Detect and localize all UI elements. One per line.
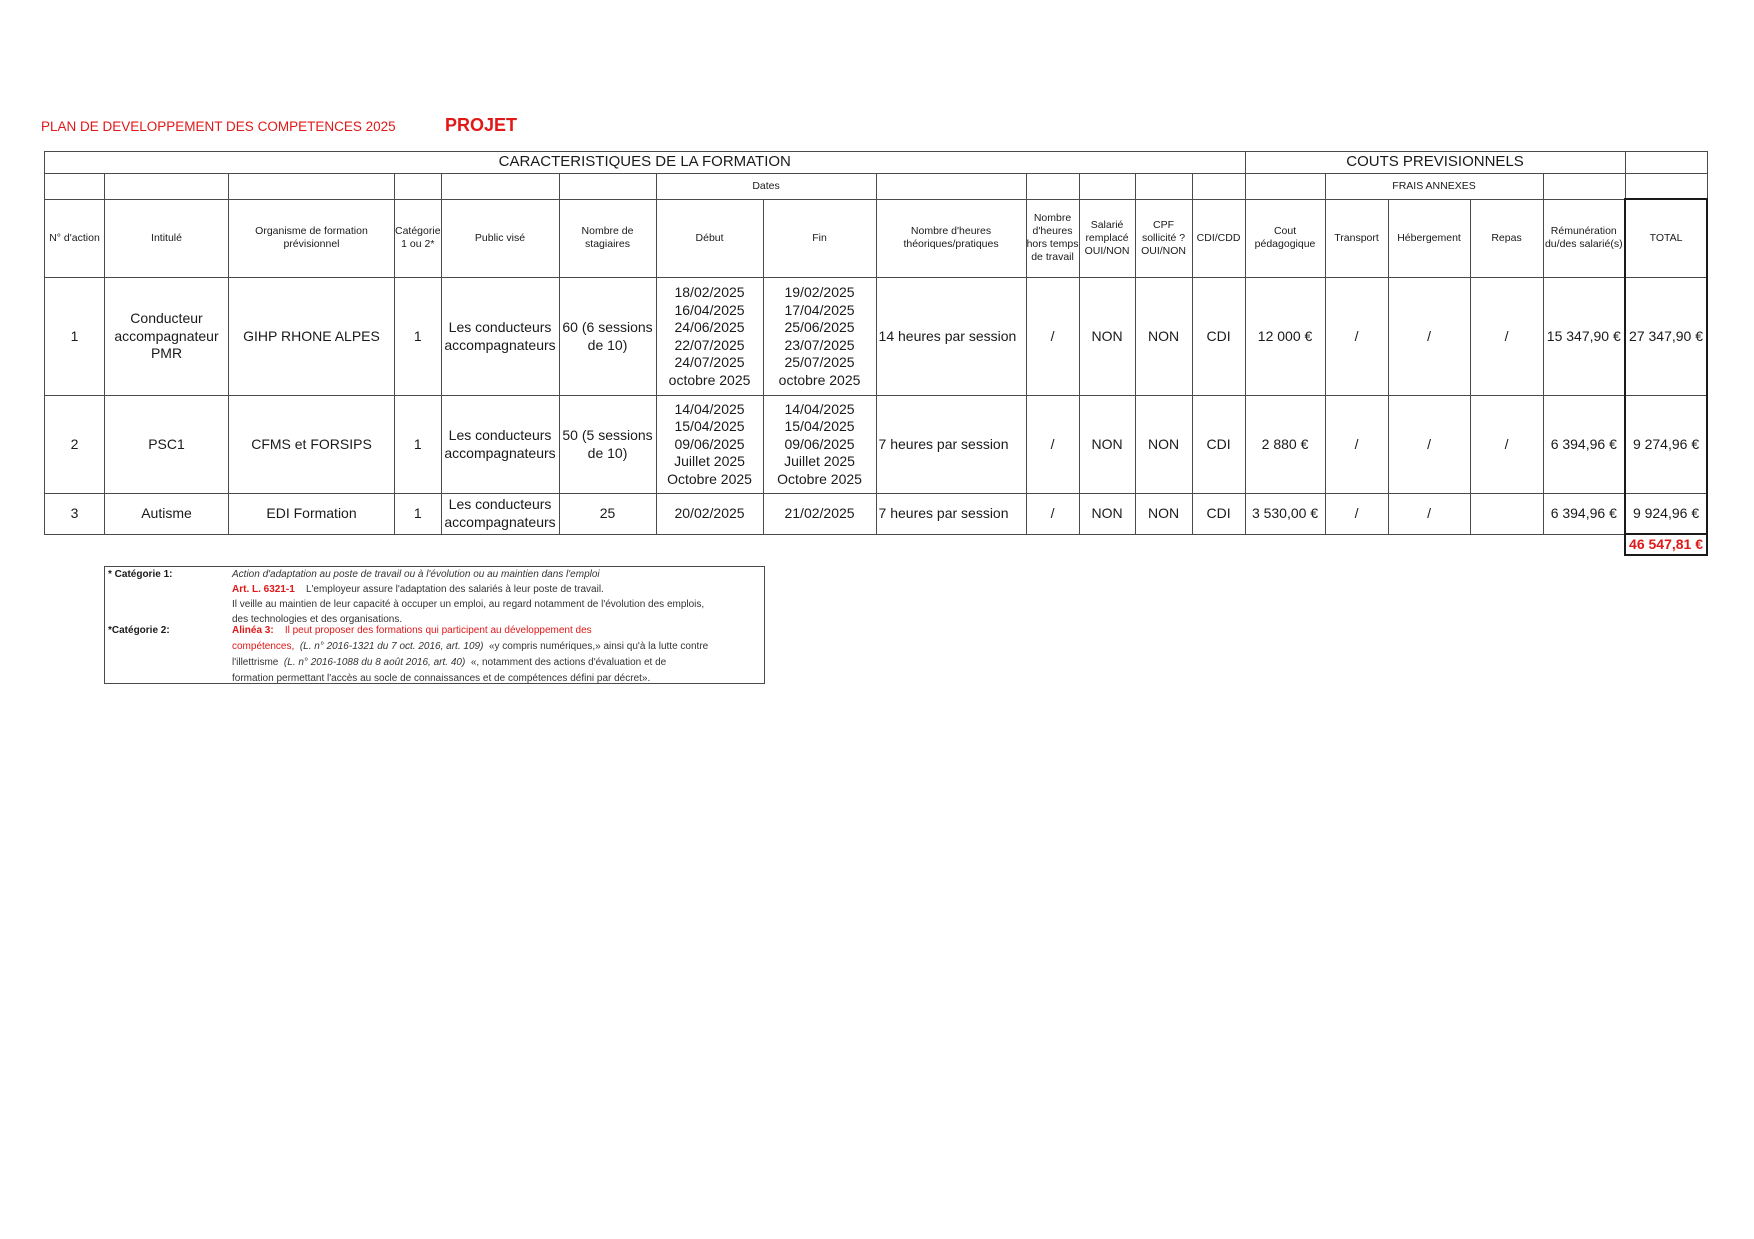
cell-transport: / (1325, 396, 1388, 494)
col-cout: Cout pédagogique (1245, 199, 1325, 278)
cell-remplace: NON (1079, 396, 1135, 494)
section-caracteristiques: CARACTERISTIQUES DE LA FORMATION (45, 152, 1246, 174)
cell-stagiaires: 50 (5 sessions de 10) (559, 396, 656, 494)
cell-total: 27 347,90 € (1625, 278, 1707, 396)
cell-heures: 14 heures par session (876, 278, 1026, 396)
date-value: 09/06/2025 (784, 435, 855, 452)
col-remplace: Salarié remplacé OUI/NON (1079, 199, 1135, 278)
cell-hors-temps: / (1026, 494, 1079, 535)
legend-cat2-line2a: compétences, (232, 641, 295, 652)
cell-contrat: CDI (1192, 396, 1245, 494)
cell-debut: 20/02/2025 (656, 494, 763, 535)
col-repas: Repas (1470, 199, 1543, 278)
date-value: Octobre 2025 (777, 470, 862, 487)
cell-hebergement: / (1388, 494, 1470, 535)
cell-organisme: GIHP RHONE ALPES (229, 278, 395, 396)
col-public: Public visé (441, 199, 559, 278)
date-value: 09/06/2025 (674, 435, 745, 452)
category-legend (104, 566, 765, 684)
col-contrat: CDI/CDD (1192, 199, 1245, 278)
cell-transport: / (1325, 494, 1388, 535)
status-label: PROJET (445, 115, 518, 135)
cell-transport: / (1325, 278, 1388, 396)
cell-stagiaires: 25 (559, 494, 656, 535)
cell-repas: / (1470, 396, 1543, 494)
cell-contrat: CDI (1192, 494, 1245, 535)
legend-cat2-line3c: «, notamment des actions d'évaluation et de (470, 657, 667, 668)
col-intitule: Intitulé (105, 199, 229, 278)
date-value: 23/07/2025 (784, 336, 855, 353)
date-value: 18/02/2025 (674, 284, 745, 300)
date-value: 14/04/2025 (784, 400, 855, 417)
cell-hors-temps: / (1026, 278, 1079, 396)
legend-cat2-line3a: l'illettrisme (232, 657, 279, 668)
cell-public: Les conducteurs accompagnateurs (441, 494, 559, 535)
cell-total: 9 274,96 € (1625, 396, 1707, 494)
col-hebergement: Hébergement (1388, 199, 1470, 278)
cell-organisme: EDI Formation (229, 494, 395, 535)
legend-cat1-line2: Il veille au maintien de leur capacité à occuper un emploi, au regard notamment de l'évolution des emplois, (232, 599, 705, 610)
plan-title: PLAN DE DEVELOPPEMENT DES COMPETENCES 2025 (41, 119, 396, 134)
date-value: Juillet 2025 (674, 453, 745, 470)
col-hors-temps: Nombre d'heures hors temps de travail (1026, 199, 1079, 278)
legend-cat2-label: *Catégorie 2: (108, 625, 170, 636)
cell-intitule: Conducteur accompagnateur PMR (105, 278, 229, 396)
col-heures: Nombre d'heures théoriques/pratiques (876, 199, 1026, 278)
col-total: TOTAL (1625, 199, 1707, 278)
cell-fin: 21/02/2025 (763, 494, 876, 535)
cell-stagiaires: 60 (6 sessions de 10) (559, 278, 656, 396)
cell-hebergement: / (1388, 278, 1470, 396)
cell-debut (656, 396, 763, 494)
dates-group-header: Dates (656, 174, 876, 200)
date-value: octobre 2025 (668, 371, 751, 388)
date-value: 17/04/2025 (784, 301, 855, 318)
cell-intitule: PSC1 (105, 396, 229, 494)
cell-remuneration: 15 347,90 € (1543, 278, 1625, 396)
cell-remuneration: 6 394,96 € (1543, 494, 1625, 535)
col-categorie: Catégorie 1 ou 2* (395, 199, 442, 278)
table-row (45, 278, 1708, 396)
cell-organisme: CFMS et FORSIPS (229, 396, 395, 494)
legend-cat2-ref: Alinéa 3: (232, 625, 274, 636)
cell-fin (763, 278, 876, 396)
table-row (45, 396, 1708, 494)
frais-annexes-header: FRAIS ANNEXES (1325, 174, 1543, 200)
cell-heures: 7 heures par session (876, 494, 1026, 535)
legend-cat2-line4: formation permettant l'accès au socle de connaissances et de compétences défini par décret». (232, 673, 651, 684)
cell-remplace: NON (1079, 494, 1135, 535)
legend-cat2-line3b: (L. n° 2016-1088 du 8 août 2016, art. 40) (283, 657, 466, 668)
cell-remplace: NON (1079, 278, 1135, 396)
col-num: N° d'action (45, 199, 105, 278)
date-value: 24/06/2025 (674, 319, 745, 335)
col-transport: Transport (1325, 199, 1388, 278)
cell-num: 1 (45, 278, 105, 396)
date-value: 25/06/2025 (784, 319, 855, 335)
cell-total: 9 924,96 € (1625, 494, 1707, 535)
training-plan-table (44, 151, 1708, 556)
legend-cat1-line1: L'employeur assure l'adaptation des salariés à leur poste de travail. (305, 584, 604, 595)
date-value: Octobre 2025 (667, 470, 752, 487)
table-row (45, 494, 1708, 535)
cell-remuneration: 6 394,96 € (1543, 396, 1625, 494)
cell-cout: 2 880 € (1245, 396, 1325, 494)
date-value: 16/04/2025 (674, 301, 745, 318)
cell-num: 2 (45, 396, 105, 494)
cell-heures: 7 heures par session (876, 396, 1026, 494)
cell-cout: 3 530,00 € (1245, 494, 1325, 535)
cell-public: Les conducteurs accompagnateurs (441, 396, 559, 494)
grand-total: 46 547,81 € (1625, 534, 1707, 555)
date-value: 19/02/2025 (784, 284, 855, 300)
section-couts: COUTS PREVISIONNELS (1245, 152, 1625, 174)
legend-cat1-ref: Art. L. 6321-1 (232, 584, 295, 595)
date-value: 22/07/2025 (674, 336, 745, 353)
cell-public: Les conducteurs accompagnateurs (441, 278, 559, 396)
legend-cat2-line2c: «y compris numériques,» ainsi qu'à la lutte contre (488, 641, 709, 652)
col-organisme: Organisme de formation prévisionnel (229, 199, 395, 278)
cell-cpf: NON (1135, 494, 1192, 535)
date-value: 15/04/2025 (674, 418, 745, 435)
legend-cat1-label: * Catégorie 1: (108, 569, 173, 580)
cell-categorie: 1 (395, 278, 442, 396)
legend-cat1-line3: des technologies et des organisations. (232, 614, 403, 625)
cell-cout: 12 000 € (1245, 278, 1325, 396)
cell-repas: / (1470, 278, 1543, 396)
date-value: 15/04/2025 (784, 418, 855, 435)
legend-cat1-title: Action d'adaptation au poste de travail ou à l'évolution ou au maintien dans l'emploi (232, 569, 600, 580)
date-value: 24/07/2025 (674, 354, 745, 370)
col-stagiaires: Nombre de stagiaires (559, 199, 656, 278)
col-cpf: CPF sollicité ? OUI/NON (1135, 199, 1192, 278)
cell-categorie: 1 (395, 396, 442, 494)
cell-num: 3 (45, 494, 105, 535)
legend-cat2-line1: Il peut proposer des formations qui participent au développement des (284, 625, 592, 636)
cell-categorie: 1 (395, 494, 442, 535)
col-fin: Fin (763, 199, 876, 278)
cell-debut (656, 278, 763, 396)
legend-cat2-line2b: (L. n° 2016-1321 du 7 oct. 2016, art. 109) (299, 641, 484, 652)
cell-fin (763, 396, 876, 494)
cell-hors-temps: / (1026, 396, 1079, 494)
cell-contrat: CDI (1192, 278, 1245, 396)
cell-intitule: Autisme (105, 494, 229, 535)
cell-cpf: NON (1135, 278, 1192, 396)
col-debut: Début (656, 199, 763, 278)
date-value: octobre 2025 (778, 371, 861, 388)
cell-cpf: NON (1135, 396, 1192, 494)
cell-repas (1470, 494, 1543, 535)
cell-hebergement: / (1388, 396, 1470, 494)
date-value: 25/07/2025 (784, 354, 855, 370)
col-remuneration: Rémunération du/des salarié(s) (1543, 199, 1625, 278)
date-value: Juillet 2025 (784, 453, 855, 470)
date-value: 14/04/2025 (674, 400, 745, 417)
